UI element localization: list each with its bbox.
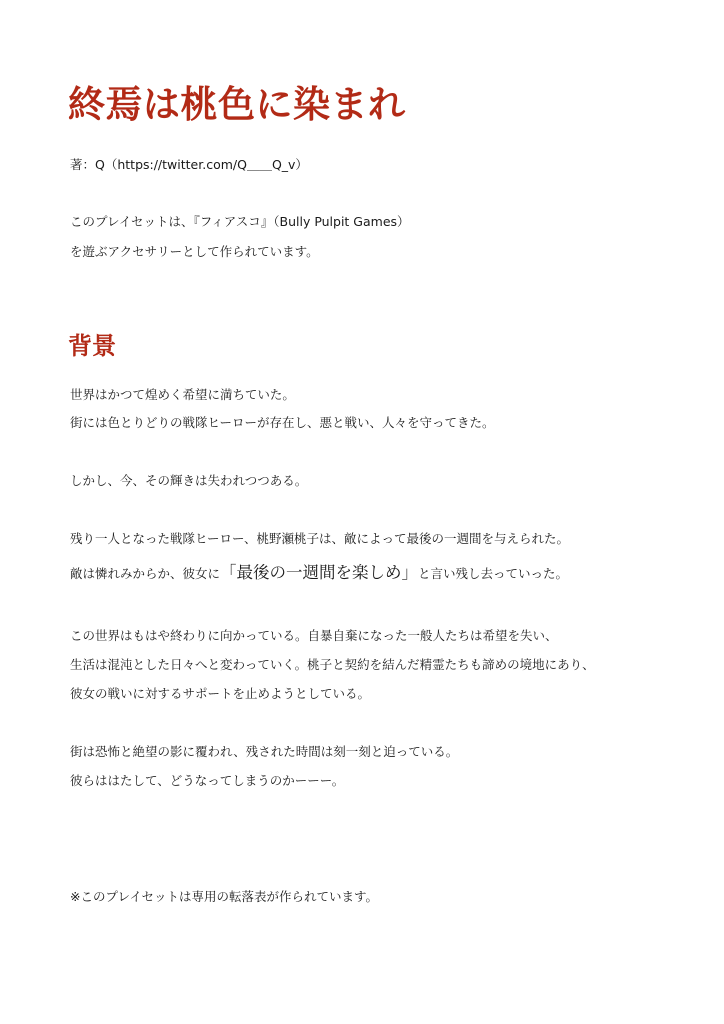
paragraph-line: 生活は混沌とした日々へと変わっていく。桃子と契約を結んだ精霊たちも諦めの境地にあり、: [70, 657, 595, 672]
author-credit: 著：Q（https://twitter.com/Q＿＿Q_v）: [70, 157, 308, 172]
emphasized-quote: 「最後の一週間を楽しめ」: [220, 563, 419, 582]
document-title: 終焉は桃色に染まれ: [68, 83, 406, 126]
paragraph-line: しかし、今、その輝きは失われつつある。: [70, 473, 308, 488]
footnote: ※このプレイセットは専用の転落表が作られています。: [70, 889, 378, 904]
paragraph-line: 彼らははたして、どうなってしまうのかーーー。: [70, 773, 345, 788]
intro-line: を遊ぶアクセサリーとして作られています。: [70, 244, 319, 259]
paragraph-line: 街には色とりどりの戦隊ヒーローが存在し、悪と戦い、人々を守ってきた。: [70, 415, 495, 430]
paragraph-line: 世界はかつて煌めく希望に満ちていた。: [70, 387, 295, 402]
paragraph-line: 街は恐怖と絶望の影に覆われ、残された時間は刻一刻と迫っている。: [70, 744, 459, 759]
paragraph-line: この世界はもはや終わりに向かっている。自暴自棄になった一般人たちは希望を失い、: [70, 628, 558, 643]
paragraph-line-with-quote: [70, 563, 568, 584]
paragraph-line: 彼女の戦いに対するサポートを止めようとしている。: [70, 686, 371, 701]
quote-lead-text: 敵は憐れみからか、彼女に: [70, 566, 221, 581]
section-heading-background: 背景: [68, 332, 116, 360]
quote-trail-text: と言い残し去っていった。: [418, 566, 569, 581]
paragraph-line: 残り一人となった戦隊ヒーロー、桃野瀬桃子は、敵によって最後の一週間を与えられた。: [70, 531, 570, 546]
intro-line: このプレイセットは、『フィアスコ』（Bully Pulpit Games）: [70, 214, 410, 229]
